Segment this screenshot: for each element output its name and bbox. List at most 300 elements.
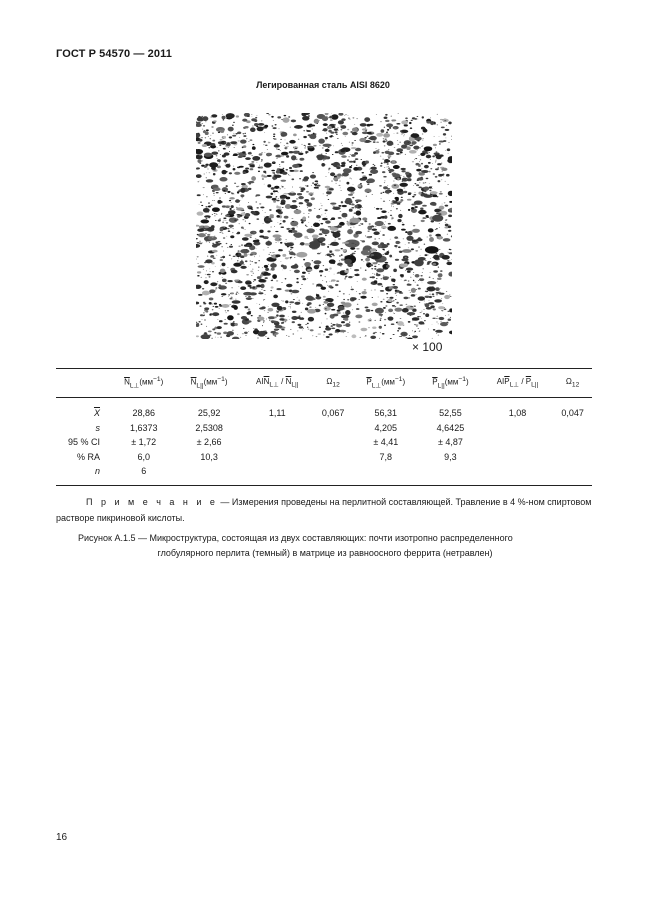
pearlite-particle bbox=[312, 172, 314, 173]
pearlite-particle bbox=[276, 280, 278, 281]
pearlite-particle bbox=[344, 242, 350, 244]
pearlite-particle bbox=[205, 131, 209, 135]
pearlite-particle bbox=[299, 158, 304, 161]
pearlite-particle bbox=[275, 242, 277, 243]
pearlite-particle bbox=[305, 296, 313, 301]
pearlite-particle bbox=[223, 237, 225, 239]
pearlite-particle bbox=[370, 169, 378, 174]
pearlite-particle bbox=[400, 154, 401, 155]
pearlite-particle bbox=[410, 127, 413, 129]
pearlite-particle bbox=[310, 175, 316, 179]
pearlite-particle bbox=[427, 263, 430, 264]
pearlite-particle bbox=[275, 237, 282, 241]
pearlite-particle bbox=[405, 270, 406, 271]
pearlite-particle bbox=[231, 270, 238, 274]
pearlite-particle bbox=[376, 133, 383, 137]
pearlite-particle bbox=[263, 290, 265, 291]
pearlite-particle bbox=[308, 209, 312, 212]
pearlite-particle bbox=[271, 286, 274, 288]
pearlite-particle bbox=[405, 244, 406, 245]
pearlite-particle bbox=[403, 325, 404, 326]
pearlite-particle bbox=[203, 125, 205, 126]
pearlite-particle bbox=[267, 221, 269, 222]
pearlite-particle bbox=[253, 273, 254, 274]
pearlite-particle bbox=[407, 271, 411, 273]
pearlite-particle bbox=[263, 320, 265, 321]
pearlite-particle bbox=[286, 143, 288, 145]
pearlite-particle bbox=[207, 312, 208, 313]
pearlite-particle bbox=[387, 188, 390, 190]
pearlite-particle bbox=[439, 212, 440, 213]
pearlite-particle bbox=[201, 323, 203, 324]
pearlite-particle bbox=[405, 117, 408, 119]
pearlite-particle bbox=[352, 203, 353, 204]
pearlite-particle bbox=[280, 242, 283, 244]
pearlite-particle bbox=[380, 301, 382, 303]
pearlite-particle bbox=[332, 136, 333, 137]
pearlite-particle bbox=[327, 148, 328, 149]
pearlite-particle bbox=[229, 197, 235, 199]
table-cell bbox=[241, 421, 314, 436]
pearlite-particle bbox=[390, 215, 392, 216]
pearlite-particle bbox=[451, 235, 452, 237]
pearlite-particle bbox=[225, 283, 227, 284]
pearlite-particle bbox=[350, 192, 354, 195]
pearlite-particle bbox=[237, 167, 240, 169]
pearlite-particle bbox=[373, 139, 374, 140]
pearlite-particle bbox=[227, 331, 234, 336]
pearlite-particle bbox=[228, 225, 233, 228]
pearlite-particle bbox=[384, 162, 386, 164]
pearlite-particle bbox=[322, 116, 328, 121]
pearlite-particle bbox=[376, 114, 377, 115]
pearlite-particle bbox=[382, 234, 385, 236]
pearlite-particle bbox=[296, 281, 299, 283]
pearlite-particle bbox=[237, 281, 242, 283]
pearlite-particle bbox=[316, 284, 322, 287]
pearlite-particle bbox=[379, 185, 382, 186]
pearlite-particle bbox=[381, 162, 383, 164]
pearlite-particle bbox=[351, 165, 352, 166]
pearlite-particle bbox=[232, 135, 236, 137]
pearlite-particle bbox=[305, 324, 306, 325]
caption-line-1: Рисунок А.1.5 — Микроструктура, состоящая из двух составляющих: почти изотропно распределенного bbox=[78, 533, 513, 543]
pearlite-particle bbox=[297, 316, 298, 317]
pearlite-particle bbox=[343, 168, 351, 173]
pearlite-particle bbox=[281, 152, 288, 156]
pearlite-particle bbox=[379, 338, 380, 339]
pearlite-particle bbox=[221, 263, 225, 267]
pearlite-particle bbox=[204, 319, 206, 320]
pearlite-particle bbox=[258, 123, 265, 126]
table-cell bbox=[553, 450, 592, 465]
pearlite-particle bbox=[437, 316, 438, 317]
pearlite-particle bbox=[254, 279, 256, 280]
pearlite-particle bbox=[404, 263, 407, 265]
pearlite-particle bbox=[378, 244, 382, 248]
pearlite-particle bbox=[222, 154, 226, 157]
pearlite-particle bbox=[238, 258, 239, 259]
pearlite-particle bbox=[291, 191, 294, 193]
pearlite-particle bbox=[279, 318, 284, 321]
pearlite-particle bbox=[242, 151, 246, 153]
pearlite-particle bbox=[394, 245, 397, 247]
pearlite-particle bbox=[414, 131, 415, 132]
pearlite-particle bbox=[308, 317, 314, 322]
pearlite-particle bbox=[212, 200, 213, 201]
pearlite-particle bbox=[362, 172, 365, 173]
pearlite-particle bbox=[281, 329, 284, 330]
pearlite-particle bbox=[380, 260, 382, 261]
pearlite-particle bbox=[279, 315, 285, 318]
pearlite-particle bbox=[319, 220, 320, 221]
pearlite-particle bbox=[233, 321, 235, 322]
pearlite-particle bbox=[307, 327, 308, 328]
pearlite-particle bbox=[218, 337, 219, 338]
pearlite-particle bbox=[288, 144, 289, 145]
pearlite-particle bbox=[273, 136, 275, 137]
pearlite-particle bbox=[402, 225, 403, 226]
pearlite-particle bbox=[382, 159, 384, 160]
pearlite-particle bbox=[434, 288, 435, 289]
pearlite-particle bbox=[388, 299, 393, 302]
pearlite-particle bbox=[291, 290, 299, 293]
pearlite-particle bbox=[354, 205, 358, 208]
pearlite-particle bbox=[355, 244, 356, 245]
pearlite-particle bbox=[225, 164, 230, 168]
pearlite-particle bbox=[196, 335, 199, 337]
pearlite-particle bbox=[231, 259, 232, 260]
pearlite-particle bbox=[282, 322, 285, 324]
pearlite-particle bbox=[400, 304, 403, 306]
pearlite-particle bbox=[290, 221, 298, 227]
pearlite-particle bbox=[424, 304, 426, 305]
pearlite-particle bbox=[197, 275, 200, 277]
pearlite-particle bbox=[351, 334, 356, 338]
pearlite-particle bbox=[320, 203, 321, 204]
pearlite-particle bbox=[333, 146, 334, 147]
pearlite-particle bbox=[223, 190, 225, 191]
pearlite-particle bbox=[351, 179, 352, 180]
pearlite-particle bbox=[310, 194, 312, 195]
pearlite-particle bbox=[284, 193, 288, 195]
pearlite-particle bbox=[218, 284, 221, 286]
pearlite-particle bbox=[352, 127, 358, 131]
pearlite-particle bbox=[282, 254, 286, 257]
pearlite-particle bbox=[447, 148, 450, 151]
pearlite-particle bbox=[439, 206, 445, 210]
pearlite-particle bbox=[332, 303, 334, 304]
pearlite-particle bbox=[326, 336, 330, 338]
pearlite-particle bbox=[413, 225, 416, 226]
pearlite-particle bbox=[241, 316, 247, 320]
pearlite-particle bbox=[353, 227, 354, 228]
pearlite-particle bbox=[236, 293, 238, 294]
pearlite-particle bbox=[412, 196, 414, 198]
pearlite-particle bbox=[204, 225, 209, 228]
pearlite-particle bbox=[436, 333, 437, 334]
pearlite-particle bbox=[203, 302, 206, 303]
pearlite-particle bbox=[260, 166, 263, 168]
pearlite-particle bbox=[360, 183, 362, 184]
pearlite-particle bbox=[250, 140, 253, 141]
pearlite-particle bbox=[223, 256, 224, 257]
pearlite-particle bbox=[373, 262, 378, 264]
pearlite-particle bbox=[344, 259, 352, 265]
pearlite-particle bbox=[240, 215, 243, 217]
pearlite-particle bbox=[350, 218, 361, 223]
pearlite-particle bbox=[204, 307, 209, 310]
pearlite-particle bbox=[234, 147, 235, 148]
pearlite-particle bbox=[299, 318, 304, 320]
pearlite-particle bbox=[424, 254, 427, 256]
pearlite-particle bbox=[361, 296, 367, 299]
pearlite-particle bbox=[372, 242, 379, 246]
pearlite-particle bbox=[423, 309, 424, 310]
pearlite-particle bbox=[425, 246, 439, 253]
pearlite-particle bbox=[250, 260, 251, 261]
pearlite-particle bbox=[392, 257, 393, 258]
pearlite-particle bbox=[414, 207, 415, 208]
pearlite-particle bbox=[328, 172, 329, 173]
pearlite-particle bbox=[296, 159, 297, 160]
pearlite-particle bbox=[270, 193, 273, 195]
pearlite-particle bbox=[396, 123, 400, 125]
pearlite-particle bbox=[205, 281, 206, 282]
pearlite-particle bbox=[221, 213, 222, 214]
pearlite-particle bbox=[328, 291, 329, 292]
pearlite-particle bbox=[250, 168, 254, 170]
pearlite-particle bbox=[441, 168, 447, 171]
pearlite-particle bbox=[330, 242, 338, 246]
pearlite-particle bbox=[432, 318, 436, 319]
pearlite-particle bbox=[259, 203, 261, 204]
table-cell: 2,5308 bbox=[195, 422, 223, 433]
pearlite-particle bbox=[339, 291, 341, 292]
pearlite-particle bbox=[202, 288, 204, 289]
pearlite-particle bbox=[368, 267, 369, 268]
pearlite-particle bbox=[220, 228, 224, 232]
pearlite-particle bbox=[301, 284, 302, 285]
pearlite-particle bbox=[284, 148, 285, 149]
pearlite-particle bbox=[425, 291, 426, 292]
pearlite-particle bbox=[396, 153, 400, 155]
pearlite-particle bbox=[376, 208, 380, 210]
pearlite-particle bbox=[339, 261, 340, 262]
figure-caption bbox=[56, 531, 594, 561]
pearlite-particle bbox=[235, 133, 237, 134]
pearlite-particle bbox=[365, 269, 367, 270]
row-label: s bbox=[95, 422, 100, 433]
pearlite-particle bbox=[217, 200, 221, 204]
pearlite-particle bbox=[242, 119, 247, 122]
pearlite-particle bbox=[204, 332, 208, 336]
pearlite-particle bbox=[348, 194, 353, 196]
pearlite-particle bbox=[323, 331, 325, 333]
pearlite-particle bbox=[432, 338, 433, 339]
pearlite-particle bbox=[394, 313, 395, 314]
pearlite-particle bbox=[225, 205, 229, 208]
pearlite-particle bbox=[274, 175, 281, 178]
pearlite-particle bbox=[351, 154, 356, 157]
pearlite-particle bbox=[337, 333, 338, 334]
pearlite-particle bbox=[341, 321, 345, 323]
pearlite-particle bbox=[422, 116, 424, 118]
pearlite-particle bbox=[362, 128, 367, 130]
pearlite-particle bbox=[336, 280, 339, 282]
pearlite-particle bbox=[196, 167, 200, 169]
pearlite-particle bbox=[449, 308, 452, 312]
pearlite-particle bbox=[420, 208, 423, 210]
pearlite-particle bbox=[308, 134, 311, 136]
pearlite-particle bbox=[232, 337, 239, 339]
pearlite-particle bbox=[371, 256, 378, 259]
pearlite-particle bbox=[355, 211, 361, 216]
pearlite-particle bbox=[421, 220, 425, 222]
pearlite-particle bbox=[429, 234, 432, 236]
pearlite-particle bbox=[233, 133, 235, 134]
pearlite-particle bbox=[448, 153, 449, 154]
pearlite-particle bbox=[291, 265, 299, 269]
pearlite-particle bbox=[248, 164, 249, 165]
pearlite-particle bbox=[340, 266, 341, 267]
pearlite-particle bbox=[388, 250, 389, 251]
pearlite-particle bbox=[243, 145, 246, 148]
pearlite-particle bbox=[371, 276, 375, 278]
pearlite-particle bbox=[321, 163, 325, 167]
pearlite-particle bbox=[277, 306, 283, 311]
pearlite-particle bbox=[341, 315, 349, 319]
pearlite-particle bbox=[398, 214, 402, 218]
pearlite-particle bbox=[331, 253, 334, 255]
pearlite-particle bbox=[206, 241, 207, 242]
pearlite-particle bbox=[213, 193, 215, 194]
table-cell: 0,047 bbox=[561, 408, 584, 419]
pearlite-particle bbox=[393, 313, 394, 314]
pearlite-particle bbox=[418, 237, 421, 239]
pearlite-particle bbox=[251, 176, 256, 181]
pearlite-particle bbox=[419, 155, 420, 156]
pearlite-particle bbox=[255, 239, 256, 240]
pearlite-particle bbox=[210, 233, 211, 234]
pearlite-particle bbox=[374, 320, 376, 321]
pearlite-particle bbox=[432, 188, 433, 189]
pearlite-particle bbox=[339, 255, 341, 256]
pearlite-particle bbox=[401, 258, 408, 261]
pearlite-particle bbox=[368, 141, 369, 142]
pearlite-particle bbox=[215, 243, 220, 246]
pearlite-particle bbox=[308, 273, 309, 274]
pearlite-particle bbox=[245, 157, 251, 160]
pearlite-particle bbox=[219, 308, 220, 309]
pearlite-particle bbox=[294, 125, 303, 129]
pearlite-particle bbox=[359, 138, 366, 142]
pearlite-particle bbox=[251, 155, 253, 156]
pearlite-particle bbox=[241, 227, 244, 229]
pearlite-particle bbox=[320, 223, 323, 225]
pearlite-particle bbox=[237, 334, 238, 335]
pearlite-particle bbox=[304, 281, 305, 282]
pearlite-particle bbox=[263, 223, 264, 224]
pearlite-particle bbox=[289, 167, 292, 169]
pearlite-particle bbox=[218, 219, 221, 221]
pearlite-particle bbox=[386, 227, 388, 228]
pearlite-particle bbox=[412, 331, 413, 332]
pearlite-particle bbox=[244, 332, 248, 334]
pearlite-particle bbox=[385, 114, 388, 116]
pearlite-particle bbox=[252, 146, 256, 150]
pearlite-particle bbox=[219, 218, 221, 219]
pearlite-particle bbox=[321, 323, 322, 324]
pearlite-particle bbox=[367, 231, 369, 232]
pearlite-particle bbox=[406, 146, 410, 150]
pearlite-particle bbox=[197, 323, 199, 324]
pearlite-particle bbox=[435, 160, 436, 161]
pearlite-particle bbox=[388, 166, 389, 167]
pearlite-particle bbox=[422, 192, 423, 193]
pearlite-particle bbox=[240, 140, 246, 144]
pearlite-particle bbox=[282, 207, 283, 208]
pearlite-particle bbox=[383, 138, 384, 139]
pearlite-particle bbox=[299, 187, 302, 189]
pearlite-particle bbox=[327, 303, 334, 307]
pearlite-particle bbox=[244, 234, 252, 237]
pearlite-particle bbox=[444, 202, 446, 203]
pearlite-particle bbox=[218, 163, 219, 164]
pearlite-particle bbox=[318, 189, 319, 190]
pearlite-particle bbox=[338, 217, 342, 219]
pearlite-particle bbox=[276, 200, 279, 202]
pearlite-particle bbox=[439, 193, 443, 195]
pearlite-particle bbox=[197, 256, 199, 257]
pearlite-particle bbox=[289, 140, 295, 144]
pearlite-particle bbox=[299, 202, 303, 204]
pearlite-particle bbox=[373, 164, 375, 165]
pearlite-particle bbox=[421, 311, 422, 312]
pearlite-particle bbox=[319, 209, 320, 210]
pearlite-particle bbox=[403, 325, 404, 326]
pearlite-particle bbox=[228, 210, 236, 214]
pearlite-particle bbox=[346, 198, 352, 201]
pearlite-particle bbox=[428, 228, 434, 232]
pearlite-particle bbox=[273, 138, 275, 139]
pearlite-particle bbox=[435, 330, 443, 333]
pearlite-particle bbox=[397, 219, 401, 222]
pearlite-particle bbox=[415, 206, 418, 208]
pearlite-particle bbox=[219, 320, 223, 322]
pearlite-particle bbox=[282, 117, 289, 122]
pearlite-particle bbox=[407, 312, 415, 315]
pearlite-particle bbox=[412, 335, 418, 338]
pearlite-particle bbox=[348, 118, 350, 119]
pearlite-particle bbox=[305, 307, 308, 310]
pearlite-particle bbox=[331, 309, 335, 311]
pearlite-particle bbox=[247, 206, 252, 208]
pearlite-particle bbox=[390, 291, 391, 292]
pearlite-particle bbox=[232, 330, 234, 331]
pearlite-particle bbox=[283, 307, 286, 309]
pearlite-particle bbox=[447, 234, 448, 235]
pearlite-particle bbox=[299, 315, 301, 316]
pearlite-particle bbox=[417, 317, 418, 318]
pearlite-particle bbox=[325, 213, 326, 214]
pearlite-particle bbox=[205, 274, 206, 275]
pearlite-particle bbox=[338, 306, 344, 311]
pearlite-particle bbox=[401, 279, 402, 280]
pearlite-particle bbox=[304, 145, 306, 146]
pearlite-particle bbox=[323, 160, 324, 161]
pearlite-particle bbox=[233, 256, 236, 257]
